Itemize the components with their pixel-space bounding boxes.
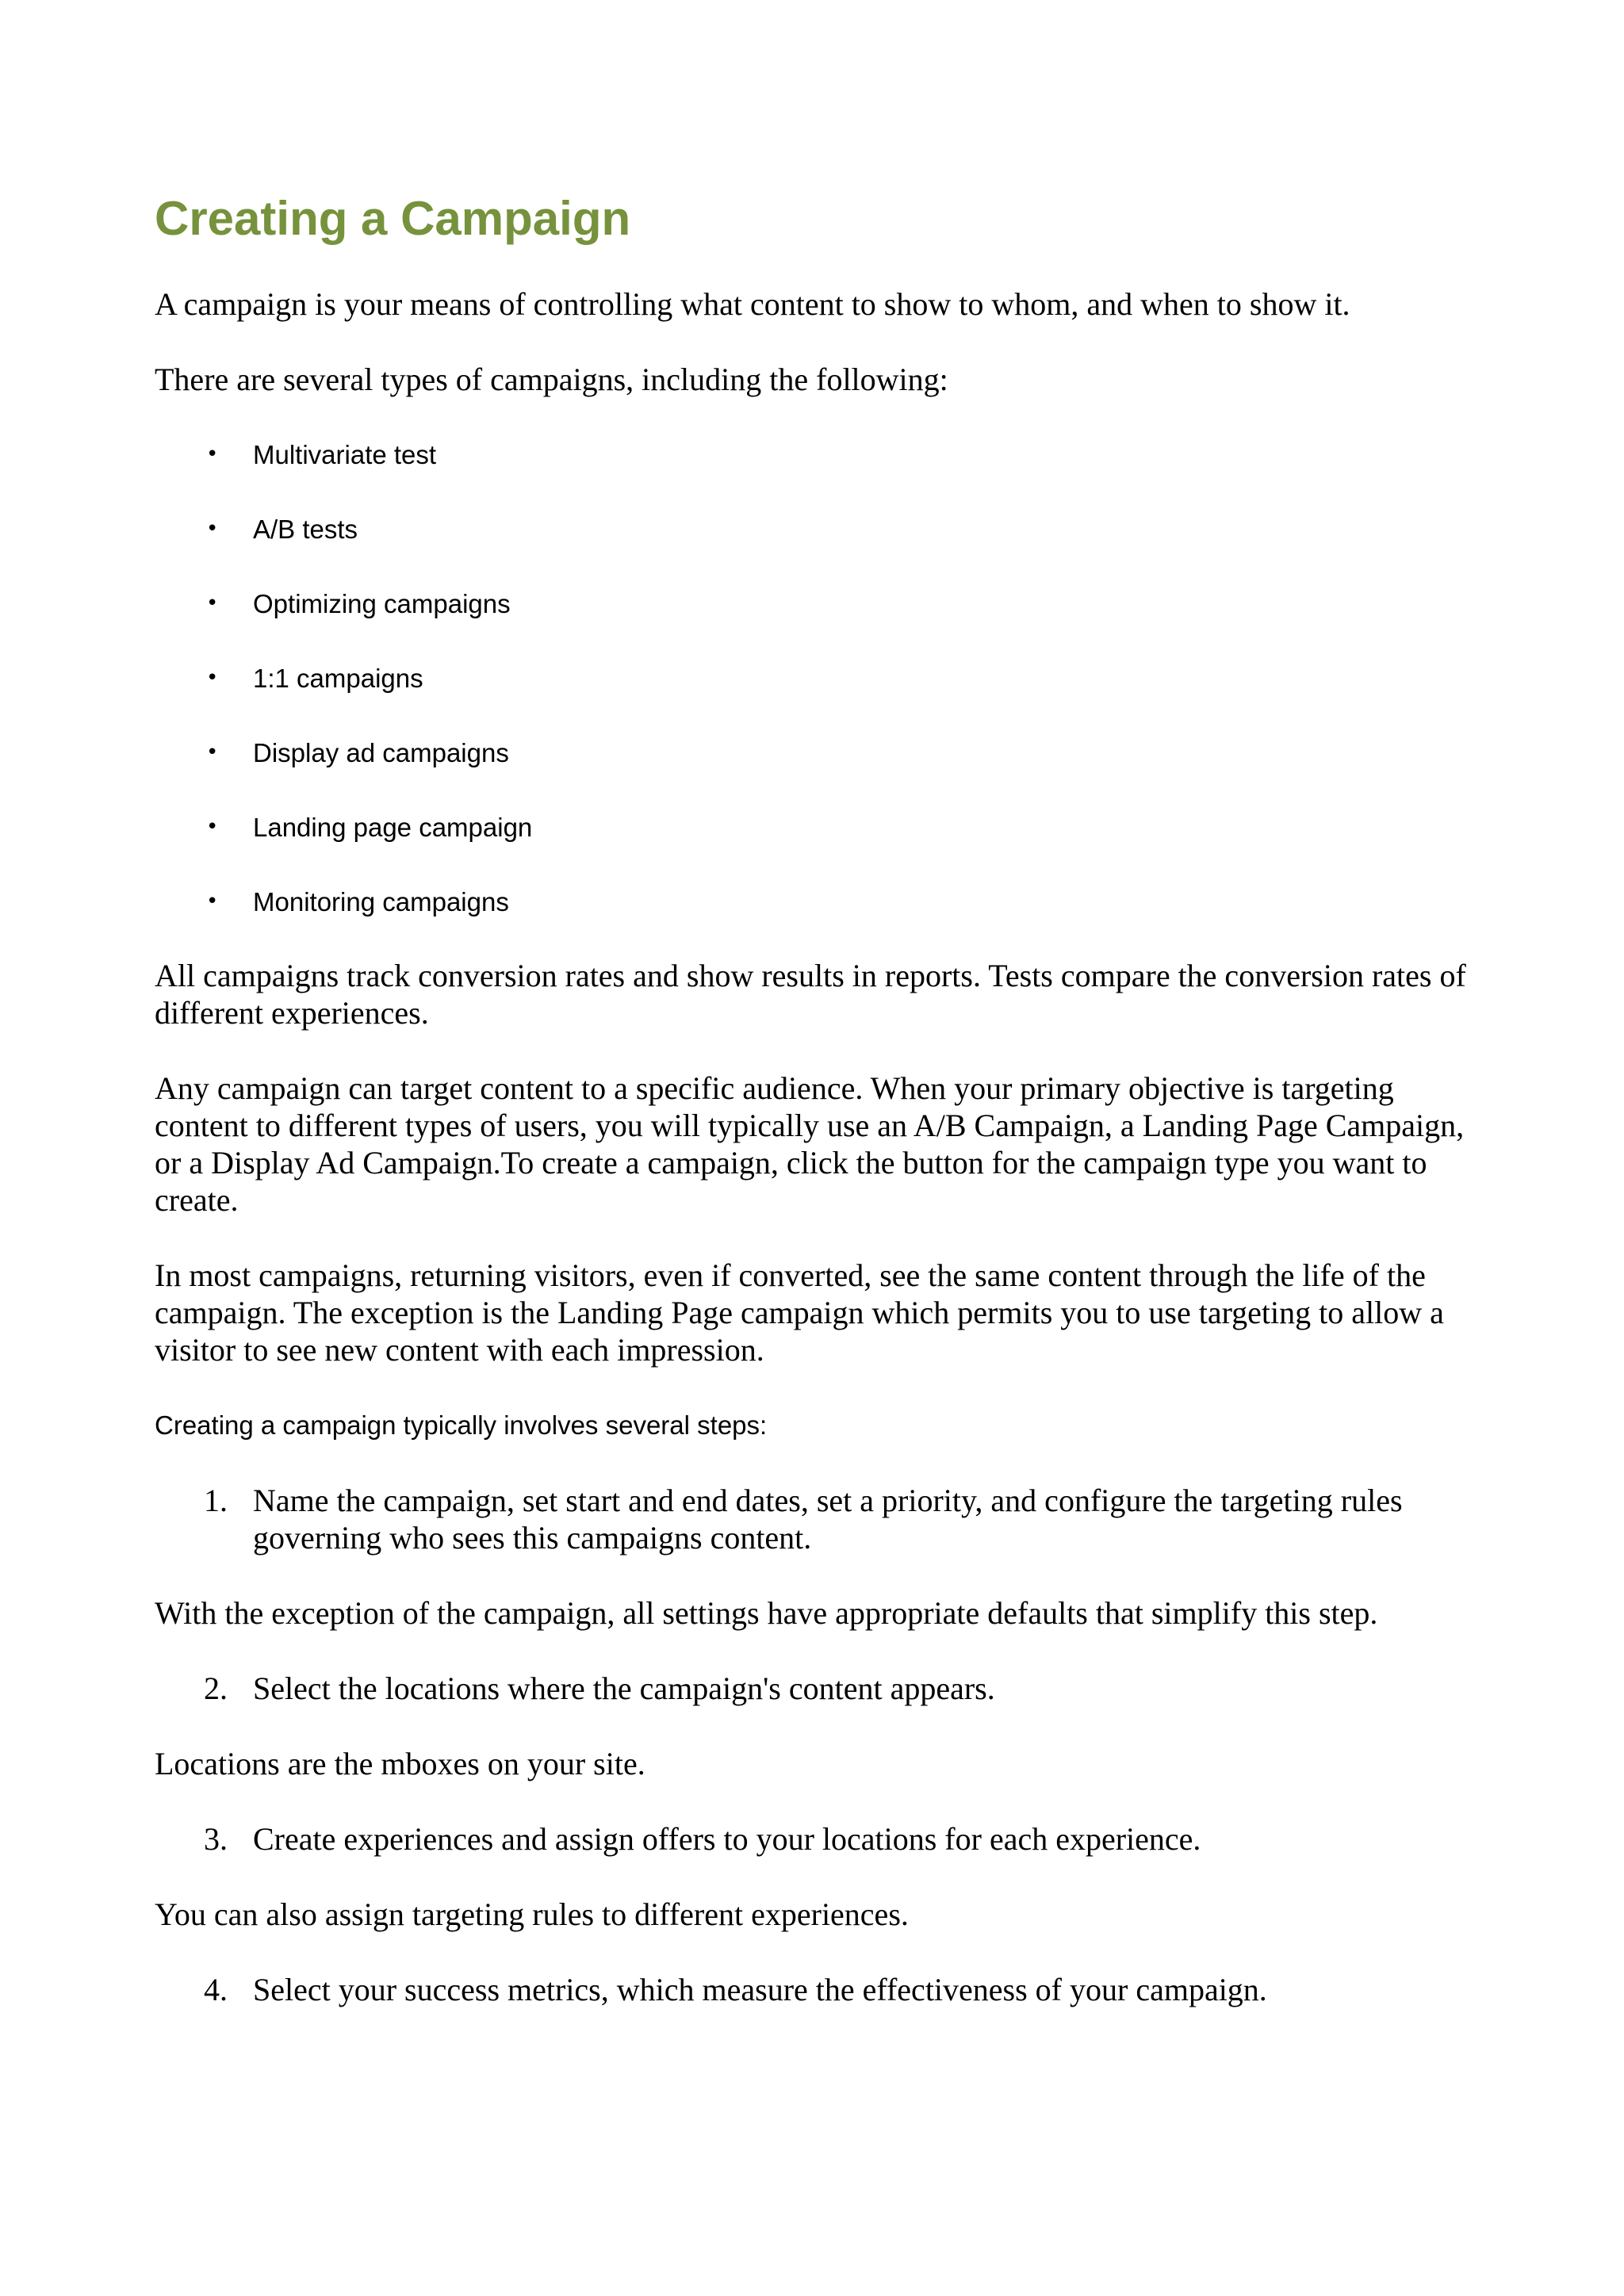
tracking-paragraph: All campaigns track conversion rates and show results in reports. Tests compare the conversion rates of different experiences.: [155, 958, 1466, 1031]
step-number: 3.: [204, 1821, 228, 1857]
step-number: 2.: [204, 1670, 228, 1706]
list-item-label: Monitoring campaigns: [253, 887, 509, 916]
bullet-icon: •: [206, 890, 219, 913]
step-1: [155, 1482, 1487, 1556]
steps-intro: Creating a campaign typically involves several steps:: [155, 1410, 768, 1440]
list-item-label: A/B tests: [253, 515, 358, 544]
list-item: [155, 809, 1487, 846]
step-text: Select your success metrics, which measure the effectiveness of your campaign.: [253, 1972, 1267, 2007]
list-item: [155, 734, 1487, 771]
step-3-note: You can also assign targeting rules to different experiences.: [155, 1896, 909, 1932]
campaign-types-list: [155, 436, 1487, 920]
list-item-label: Multivariate test: [253, 440, 437, 469]
step-3: [155, 1820, 1487, 1858]
step-text: Select the locations where the campaign's content appears.: [253, 1670, 995, 1706]
bullet-icon: •: [206, 591, 219, 615]
page-title: Creating a Campaign: [155, 192, 631, 245]
bullet-icon: •: [206, 815, 219, 839]
step-number: 1.: [204, 1483, 228, 1518]
step-4: [155, 1971, 1487, 2008]
list-item: [155, 511, 1487, 548]
intro-paragraph: A campaign is your means of controlling what content to show to whom, and when to show it.: [155, 286, 1350, 322]
step-number: 4.: [204, 1972, 228, 2007]
bullet-icon: •: [206, 517, 219, 541]
step-2-note: Locations are the mboxes on your site.: [155, 1746, 645, 1781]
document-body: [155, 190, 1487, 2046]
returning-visitors-paragraph: In most campaigns, returning visitors, even if converted, see the same content through the life of the campaign. The exception is the Landing Page campaign which permits you to use targeting to allow a visitor to see new content with each impression.: [155, 1257, 1444, 1368]
list-item-label: Landing page campaign: [253, 813, 533, 842]
step-1-note: With the exception of the campaign, all settings have appropriate defaults that simplify this step.: [155, 1595, 1378, 1631]
targeting-paragraph: Any campaign can target content to a specific audience. When your primary objective is targeting content to different types of users, you will typically use an A/B Campaign, a Landing Page Campaign, or a Display Ad Campaign.To create a campaign, click the button for the campaign type you want to create.: [155, 1070, 1465, 1218]
step-text: Name the campaign, set start and end dates, set a priority, and configure the targeting rules governing who sees this campaigns content.: [253, 1483, 1403, 1556]
bullet-icon: •: [206, 442, 219, 466]
step-text: Create experiences and assign offers to your locations for each experience.: [253, 1821, 1201, 1857]
list-item: [155, 660, 1487, 697]
list-item: [155, 585, 1487, 622]
bullet-icon: •: [206, 666, 219, 690]
step-2: [155, 1670, 1487, 1707]
types-intro-paragraph: There are several types of campaigns, including the following:: [155, 362, 948, 397]
list-item-label: 1:1 campaigns: [253, 664, 423, 693]
list-item: [155, 436, 1487, 473]
list-item-label: Display ad campaigns: [253, 738, 509, 767]
bullet-icon: •: [206, 740, 219, 764]
list-item: [155, 883, 1487, 920]
list-item-label: Optimizing campaigns: [253, 589, 511, 618]
